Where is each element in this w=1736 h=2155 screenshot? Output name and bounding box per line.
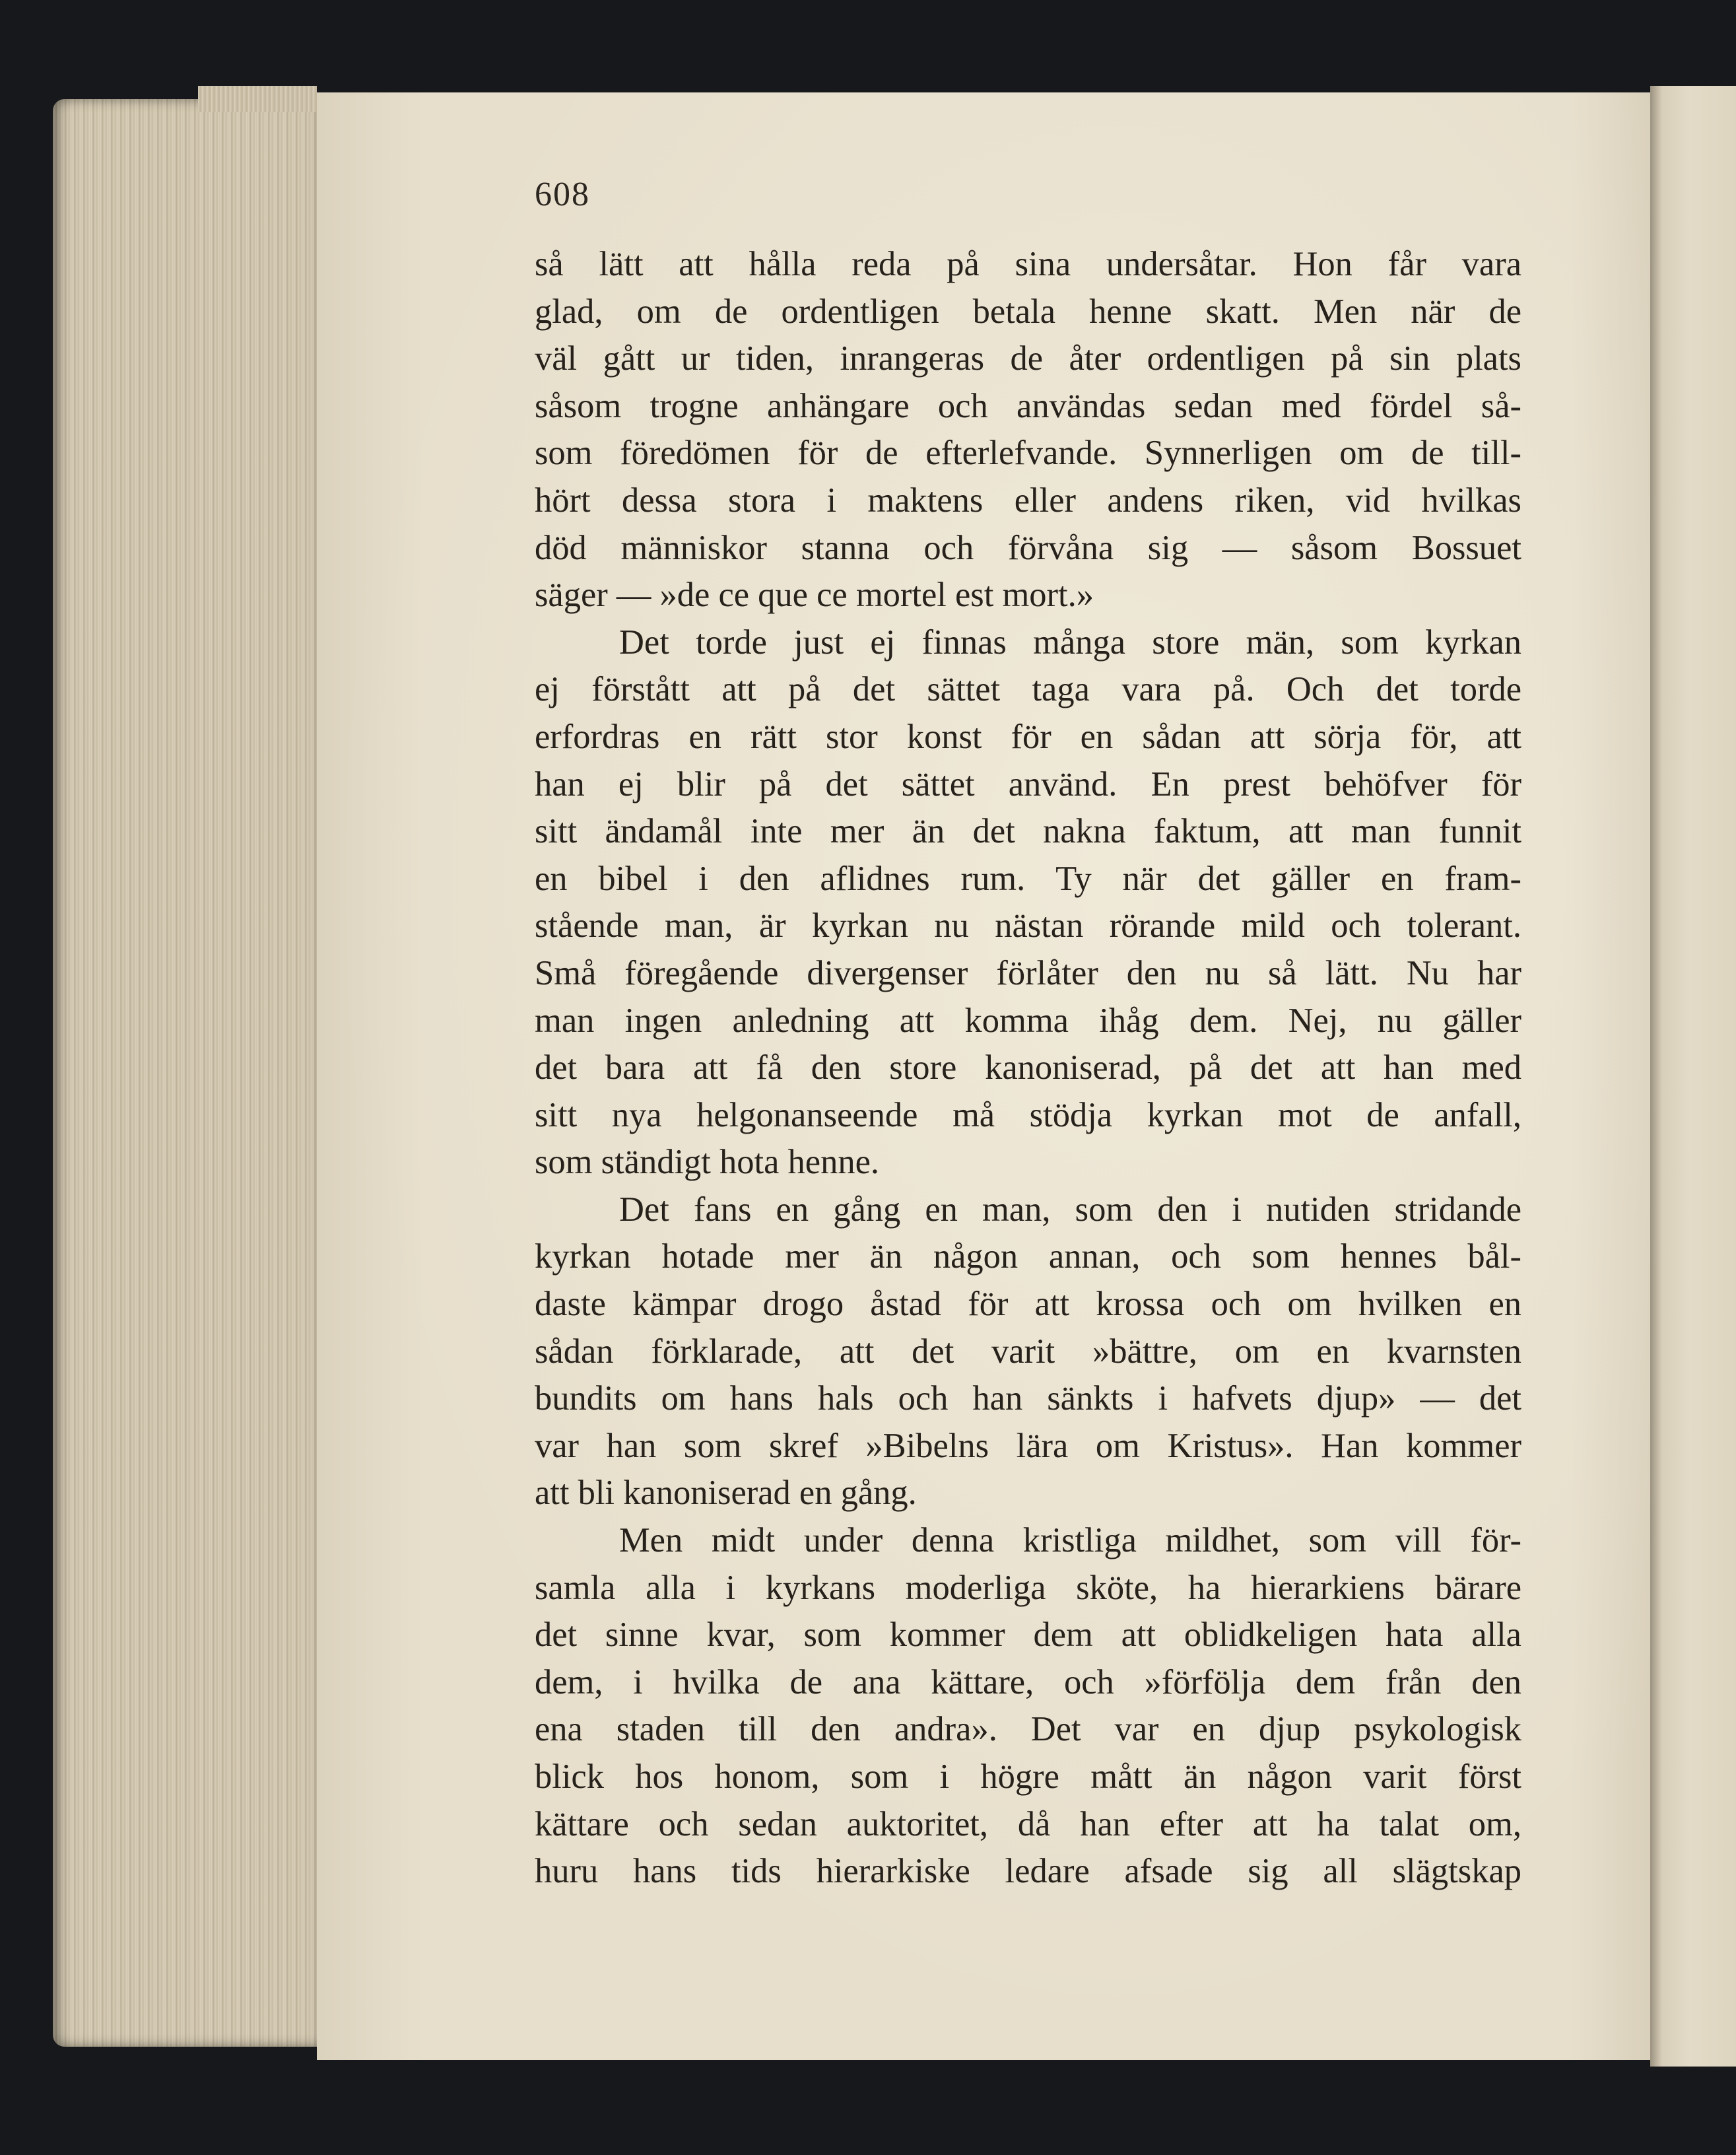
text-line: ej förstått att på det sättet taga vara på. Och det torde (535, 670, 1521, 709)
page-stack-edge (53, 99, 317, 2047)
text-line: han ej blir på det sättet använd. En prest behöfver för (535, 765, 1521, 804)
text-line: sitt nya helgonanseende må stödja kyrkan mot de anfall, (535, 1095, 1521, 1134)
text-line: Men midt under denna kristliga mildhet, som vill för- (619, 1521, 1521, 1560)
text-line: Det fans en gång en man, som den i nutiden stridande (619, 1190, 1521, 1229)
text-line: som föredömen för de efterlefvande. Synnerligen om de till- (535, 434, 1521, 473)
text-line: daste kämpar drogo åstad för att krossa och om hvilken en (535, 1285, 1521, 1324)
text-line: blick hos honom, som i högre mått än någon varit först (535, 1758, 1521, 1796)
text-line: samla alla i kyrkans moderliga sköte, ha hierarkiens bärare (535, 1568, 1521, 1607)
text-line: kyrkan hotade mer än någon annan, och som hennes bål- (535, 1237, 1521, 1276)
text-line: man ingen anledning att komma ihåg dem. Nej, nu gäller (535, 1001, 1521, 1040)
text-line: var han som skref »Bibelns lära om Kristus». Han kommer (535, 1426, 1521, 1465)
text-line: som ständigt hota henne. (535, 1143, 880, 1182)
text-line: det sinne kvar, som kommer dem att oblidkeligen hata alla (535, 1616, 1521, 1655)
text-line: Små föregående divergenser förlåter den nu så lätt. Nu har (535, 953, 1521, 992)
text-line: hört dessa stora i maktens eller andens riken, vid hvilkas (535, 481, 1521, 520)
text-line: såsom trogne anhängare och användas sedan med fördel så- (535, 386, 1521, 425)
text-line: väl gått ur tiden, inrangeras de åter ordentligen på sin plats (535, 339, 1521, 378)
text-line: huru hans tids hierarkiske ledare afsade sig all slägtskap (535, 1852, 1521, 1891)
text-line: glad, om de ordentligen betala henne skatt. Men när de (535, 292, 1521, 331)
text-line: att bli kanoniserad en gång. (535, 1474, 917, 1513)
text-line: en bibel i den aflidnes rum. Ty när det gäller en fram- (535, 859, 1521, 898)
text-line: så lätt att hålla reda på sina undersåtar. Hon får vara (535, 245, 1521, 283)
text-line: bundits om hans hals och han sänkts i hafvets djup» — det (535, 1379, 1521, 1418)
page-number: 608 (535, 176, 590, 213)
text-line: död människor stanna och förvåna sig — såsom Bossuet (535, 528, 1521, 567)
text-line: dem, i hvilka de ana kättare, och »förfölja dem från den (535, 1662, 1521, 1701)
text-line: stående man, är kyrkan nu nästan rörande mild och tolerant. (535, 906, 1521, 945)
text-line: erfordras en rätt stor konst för en sådan att sörja för, att (535, 717, 1521, 756)
book-page (317, 92, 1650, 2060)
text-line: det bara att få den store kanoniserad, på det att han med (535, 1048, 1521, 1087)
facing-page-edge (1650, 86, 1736, 2067)
text-line: säger — »de ce que ce mortel est mort.» (535, 576, 1094, 615)
text-line: sitt ändamål inte mer än det nakna faktum, att man funnit (535, 812, 1521, 851)
text-line: sådan förklarade, att det varit »bättre, om en kvarnsten (535, 1332, 1521, 1371)
page-stack-top-edge (198, 86, 317, 112)
text-line: Det torde just ej finnas många store män, som kyrkan (619, 623, 1521, 662)
text-line: kättare och sedan auktoritet, då han efter att ha talat om, (535, 1804, 1521, 1843)
body-text (535, 241, 1521, 1896)
text-line: ena staden till den andra». Det var en djup psykologisk (535, 1710, 1521, 1749)
